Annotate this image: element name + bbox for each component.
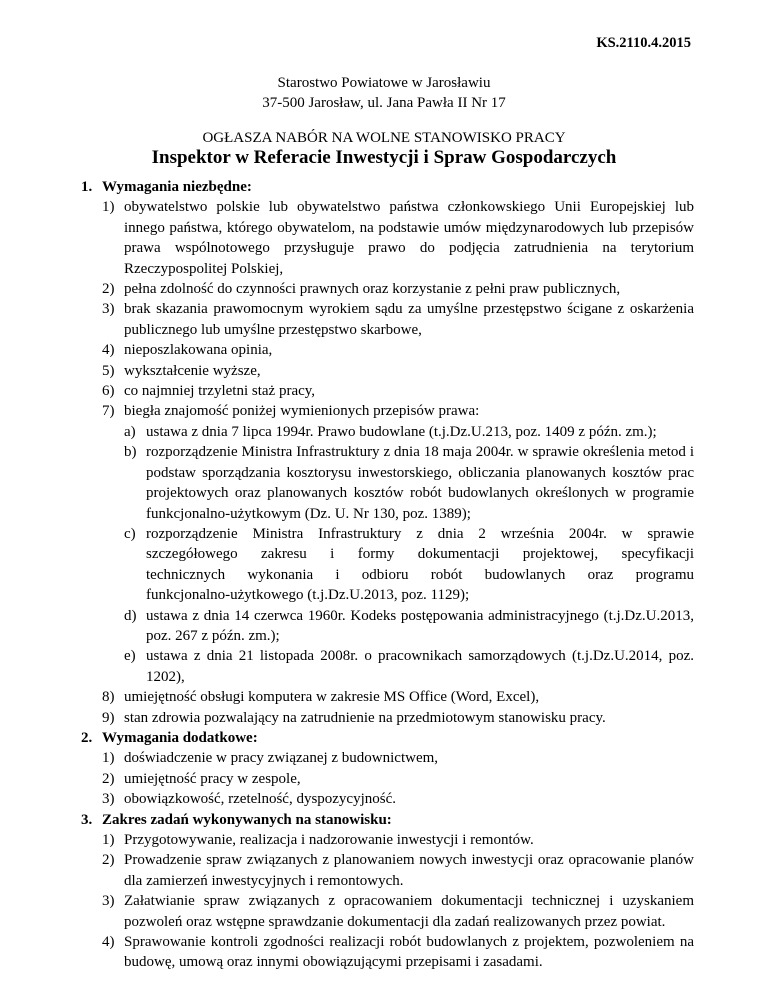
section-title: Zakres zadań wykonywanych na stanowisku: [102, 811, 392, 828]
sub-item-letter: c) [124, 525, 136, 542]
requirements-list [102, 197, 694, 728]
item-text: brak skazania prawomocnym wyrokiem sądu za umyślne przestępstwo ścigane z oskarżenia publicznego lub umyślne przestępstwo skarbowe, [124, 301, 694, 338]
list-item [102, 381, 694, 401]
section-number: 1. [81, 179, 93, 195]
document-body [80, 177, 694, 973]
list-item [102, 932, 694, 973]
item-number: 5) [102, 362, 115, 379]
sub-item-letter: b) [124, 444, 137, 461]
sub-item [124, 422, 694, 442]
sub-item [124, 606, 694, 647]
section-required [80, 177, 694, 728]
item-number: 1) [102, 750, 115, 767]
item-text: Sprawowanie kontroli zgodności realizacji robót budowlanych z projektem, pozwoleniem na budowę, umową oraz innymi obowiązującymi przepisami i zasadami. [124, 934, 694, 971]
item-number: 6) [102, 383, 115, 400]
sub-item [124, 442, 694, 524]
sub-item-text: ustawa z dnia 7 lipca 1994r. Prawo budowlane (t.j.Dz.U.213, poz. 1409 z późn. zm.); [146, 423, 657, 440]
list-item [102, 299, 694, 340]
sub-item-text-line: funkcjonalno-użytkowego (t.j.Dz.U.2013, poz. 1129); [146, 587, 470, 604]
sub-item-letter: e) [124, 648, 136, 665]
sub-item-letter: a) [124, 423, 136, 440]
list-item [102, 197, 694, 279]
section-number: 3. [81, 811, 93, 828]
list-item [102, 361, 694, 381]
sub-item-text-line: szczegółowego zakresu i formy dokumentacji projektowej, specyfikacji [146, 546, 694, 563]
item-number: 2) [102, 852, 115, 869]
item-number: 7) [102, 403, 115, 420]
sub-item [124, 524, 694, 606]
item-text: umiejętność pracy w zespole, [124, 770, 301, 787]
sub-item-text-line: rozporządzenie Ministra Infrastruktury z dnia 2 września 2004r. w sprawie [146, 525, 694, 542]
item-text: wykształcenie wyższe, [124, 362, 261, 379]
legal-acts-list [124, 422, 694, 687]
item-number: 9) [102, 709, 115, 726]
sub-item [124, 646, 694, 687]
position-title: Inspektor w Referacie Inwestycji i Spraw Gospodarczych [151, 147, 617, 168]
list-item [102, 340, 694, 360]
item-number: 4) [102, 934, 115, 951]
list-item [102, 891, 694, 932]
list-item [102, 830, 694, 850]
additional-list [102, 748, 694, 809]
list-item [102, 789, 694, 809]
list-item [102, 708, 694, 728]
item-text: stan zdrowia pozwalający na zatrudnienie na przedmiotowym stanowisku pracy. [124, 709, 606, 726]
item-text: nieposzlakowana opinia, [124, 342, 273, 359]
item-number: 3) [102, 301, 115, 318]
sub-item-text: rozporządzenie Ministra Infrastruktury z dnia 18 maja 2004r. w sprawie określenia metod i podstaw sporządzania kosztorysu inwestorskiego, obliczania planowanych kosztów prac projektowych oraz planowanych kosztów robót budowlanych określonych w programie funkcjonalno-użytkowym (Dz. U. Nr 130, poz. 1389); [146, 444, 694, 522]
item-text: Prowadzenie spraw związanych z planowaniem nowych inwestycji oraz opracowanie planów dla zamierzeń inwestycyjnych i remontowych. [124, 852, 694, 889]
item-text: Załatwianie spraw związanych z opracowaniem dokumentacji technicznej i uzyskaniem pozwoleń oraz wstępne sprawdzanie dokumentacji dla zadań realizowanych przez powiat. [124, 893, 694, 930]
section-number: 2. [81, 729, 93, 746]
item-text: pełna zdolność do czynności prawnych oraz korzystanie z pełni praw publicznych, [124, 281, 621, 298]
section-title: Wymagania niezbędne: [102, 179, 252, 195]
section-additional [80, 728, 694, 810]
item-text: co najmniej trzyletni staż pracy, [124, 383, 316, 400]
office-address: 37-500 Jarosław, ul. Jana Pawła II Nr 17 [262, 95, 506, 111]
section-title: Wymagania dodatkowe: [102, 729, 258, 746]
item-text: umiejętność obsługi komputera w zakresie MS Office (Word, Excel), [124, 689, 540, 706]
section-duties [80, 810, 694, 973]
sub-item-letter: d) [124, 607, 137, 624]
item-number: 3) [102, 791, 115, 808]
item-number: 2) [102, 770, 115, 787]
list-item [102, 748, 694, 768]
item-number: 1) [102, 832, 115, 848]
sub-item-text-line: technicznych wykonania i odbioru robót budowlanych oraz programu [146, 566, 694, 583]
duties-list [102, 830, 694, 973]
item-number: 1) [102, 199, 115, 216]
list-item [102, 687, 694, 707]
item-text: obowiązkowość, rzetelność, dyspozycyjność. [124, 791, 397, 808]
item-number: 3) [102, 893, 115, 910]
item-text: Przygotowywanie, realizacja i nadzorowanie inwestycji i remontów. [124, 832, 534, 848]
list-item [102, 401, 694, 687]
item-text: doświadczenie w pracy związanej z budownictwem, [124, 750, 439, 767]
office-header [0, 73, 768, 113]
sub-item-text: ustawa z dnia 21 listopada 2008r. o pracownikach samorządowych (t.j.Dz.U.2014, poz. 1202), [146, 648, 694, 685]
list-item [102, 769, 694, 789]
item-text: biegła znajomość poniżej wymienionych przepisów prawa: [124, 403, 480, 420]
reference-number: KS.2110.4.2015 [596, 35, 691, 51]
sub-item-text: ustawa z dnia 14 czerwca 1960r. Kodeks postępowania administracyjnego (t.j.Dz.U.2013, poz. 267 z późn. zm.); [146, 607, 694, 644]
office-name: Starostwo Powiatowe w Jarosławiu [277, 75, 491, 91]
announcement-heading: OGŁASZA NABÓR NA WOLNE STANOWISKO PRACY [202, 130, 566, 146]
item-number: 4) [102, 342, 115, 359]
list-item [102, 850, 694, 891]
item-text: obywatelstwo polskie lub obywatelstwo państwa członkowskiego Unii Europejskiej lub innego państwa, którego obywatelom, na podstawie umów międzynarodowych lub przepisów prawa wspólnotowego przysługuje prawo do podjęcia zatrudnienia na terytorium Rzeczypospolitej Polskiej, [124, 199, 694, 277]
list-item [102, 279, 694, 299]
item-number: 2) [102, 281, 115, 298]
item-number: 8) [102, 689, 115, 706]
